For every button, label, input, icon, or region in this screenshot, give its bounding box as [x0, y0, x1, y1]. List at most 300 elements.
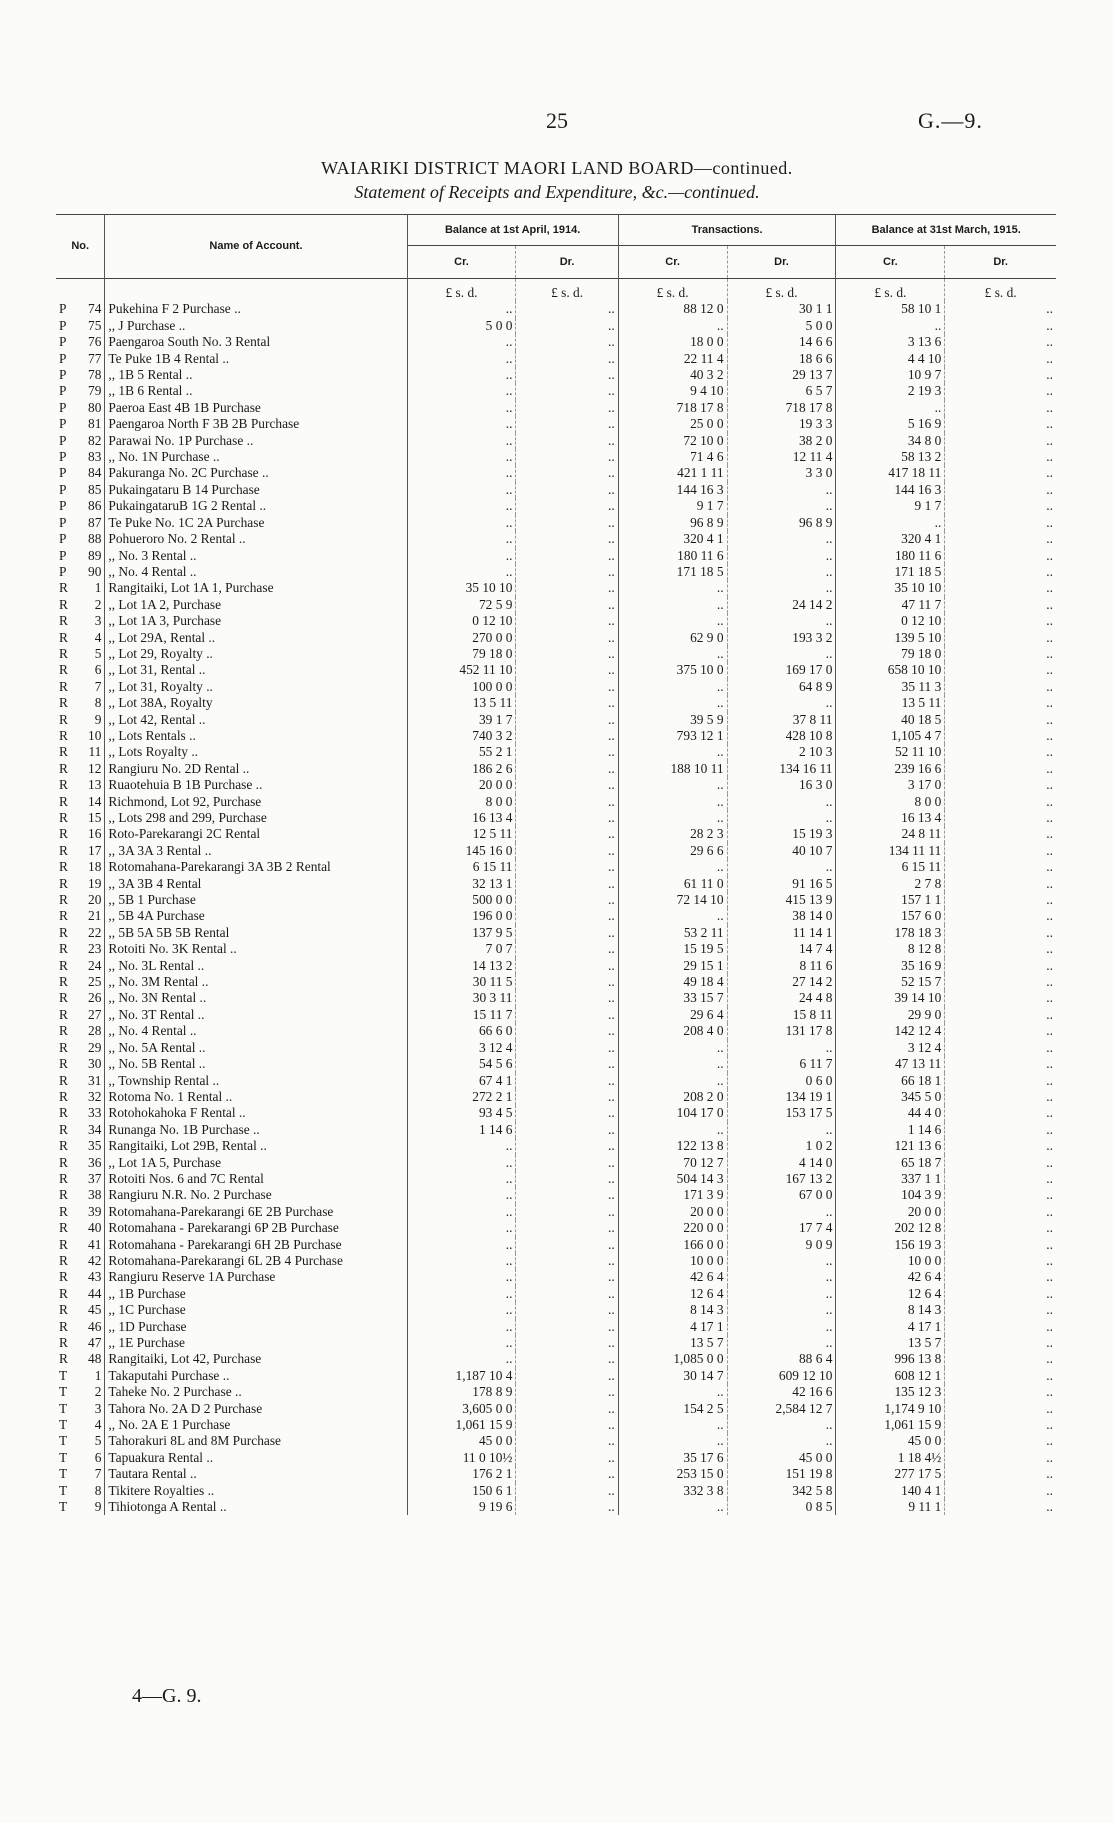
table-row: [56, 531, 1056, 547]
table-row: [56, 482, 1056, 498]
table-row: [56, 908, 1056, 924]
table-row: [56, 580, 1056, 596]
transactions-dr: 15 8 11: [727, 1007, 836, 1023]
balance-1914-cr: 3,605 0 0: [407, 1401, 516, 1417]
account-number: 5: [94, 645, 102, 661]
balance-1914-cr: ..: [407, 1204, 516, 1220]
balance-1914-dr: ..: [516, 482, 618, 498]
balance-1915-dr: ..: [945, 777, 1056, 793]
transactions-cr: 122 13 8: [618, 1138, 727, 1154]
table-row: [56, 777, 1056, 793]
balance-1914-cr: ..: [407, 1269, 516, 1285]
balance-1914-dr: ..: [516, 908, 618, 924]
account-prefix: R: [59, 1154, 68, 1170]
transactions-dr: 24 4 8: [727, 990, 836, 1006]
balance-1914-dr: ..: [516, 383, 618, 399]
balance-1914-cr: 178 8 9: [407, 1384, 516, 1400]
balance-1915-dr: ..: [945, 400, 1056, 416]
account-name: Takaputahi Purchase ..: [105, 1368, 407, 1384]
transactions-dr: ..: [727, 859, 836, 875]
balance-1915-cr: 320 4 1: [836, 531, 945, 547]
transactions-cr: 166 0 0: [618, 1237, 727, 1253]
balance-1915-cr: 47 11 7: [836, 597, 945, 613]
transactions-cr: ..: [618, 318, 727, 334]
balance-1915-dr: ..: [945, 1319, 1056, 1335]
balance-1915-cr: 35 10 10: [836, 580, 945, 596]
account-number: 83: [88, 449, 102, 465]
balance-1914-cr: ..: [407, 1335, 516, 1351]
balance-1914-dr: ..: [516, 843, 618, 859]
balance-1914-dr: ..: [516, 1105, 618, 1121]
balance-1914-dr: ..: [516, 400, 618, 416]
balance-1914-dr: ..: [516, 498, 618, 514]
account-number: 19: [88, 875, 102, 891]
transactions-dr: ..: [727, 482, 836, 498]
account-name: Rotomahana - Parekarangi 6P 2B Purchase: [105, 1220, 407, 1236]
balance-1915-cr: 13 5 7: [836, 1335, 945, 1351]
table-row: [56, 1368, 1056, 1384]
signature-mark: 4—G. 9.: [132, 1685, 202, 1707]
balance-1914-cr: ..: [407, 1351, 516, 1367]
col-cr-header: Cr.: [618, 246, 727, 279]
balance-1915-dr: ..: [945, 1089, 1056, 1105]
table-row: [56, 1466, 1056, 1482]
balance-1914-dr: ..: [516, 761, 618, 777]
transactions-cr: ..: [618, 1073, 727, 1089]
table-row: [56, 892, 1056, 908]
account-number: 10: [88, 727, 102, 743]
balance-1915-cr: 47 13 11: [836, 1056, 945, 1072]
balance-1915-dr: ..: [945, 1187, 1056, 1203]
account-name: ,, Lot 29A, Rental ..: [105, 630, 407, 646]
transactions-cr: 8 14 3: [618, 1302, 727, 1318]
balance-1914-dr: ..: [516, 1089, 618, 1105]
balance-1915-cr: 79 18 0: [836, 646, 945, 662]
balance-1915-dr: ..: [945, 1105, 1056, 1121]
balance-1915-dr: ..: [945, 679, 1056, 695]
transactions-cr: ..: [618, 646, 727, 662]
balance-1914-dr: ..: [516, 1220, 618, 1236]
account-number: 84: [88, 465, 102, 481]
balance-1914-cr: ..: [407, 1237, 516, 1253]
account-prefix: R: [59, 1138, 68, 1154]
balance-1915-cr: 1,174 9 10: [836, 1401, 945, 1417]
account-number: 39: [88, 1203, 102, 1219]
balance-1915-dr: ..: [945, 318, 1056, 334]
table-row: [56, 1040, 1056, 1056]
account-name: ,, 5B 5A 5B 5B Rental: [105, 925, 407, 941]
balance-1914-cr: ..: [407, 383, 516, 399]
transactions-dr: ..: [727, 1122, 836, 1138]
transactions-cr: ..: [618, 1056, 727, 1072]
balance-1915-cr: 345 5 0: [836, 1089, 945, 1105]
balance-1915-dr: ..: [945, 662, 1056, 678]
balance-1914-dr: ..: [516, 465, 618, 481]
account-number: 31: [88, 1072, 102, 1088]
account-name: ,, No. 3L Rental ..: [105, 958, 407, 974]
transactions-cr: 1,085 0 0: [618, 1351, 727, 1367]
balance-1915-cr: 139 5 10: [836, 630, 945, 646]
transactions-dr: ..: [727, 646, 836, 662]
account-prefix: P: [59, 367, 67, 383]
transactions-cr: 29 6 6: [618, 843, 727, 859]
balance-1914-cr: 176 2 1: [407, 1466, 516, 1482]
transactions-dr: 2,584 12 7: [727, 1401, 836, 1417]
transactions-dr: 6 5 7: [727, 383, 836, 399]
table-row: [56, 1401, 1056, 1417]
balance-1914-dr: ..: [516, 662, 618, 678]
account-number: 17: [88, 842, 102, 858]
balance-1914-cr: 39 1 7: [407, 712, 516, 728]
account-prefix: R: [59, 810, 68, 825]
account-prefix: P: [59, 449, 67, 465]
balance-1914-cr: 196 0 0: [407, 908, 516, 924]
balance-1914-cr: ..: [407, 548, 516, 564]
balance-1914-dr: ..: [516, 1056, 618, 1072]
balance-1914-dr: ..: [516, 1187, 618, 1203]
account-prefix: R: [59, 596, 68, 612]
transactions-cr: 33 15 7: [618, 990, 727, 1006]
balance-1915-cr: 4 17 1: [836, 1319, 945, 1335]
balance-1915-dr: ..: [945, 1417, 1056, 1433]
balance-1915-cr: 156 19 3: [836, 1237, 945, 1253]
balance-1915-cr: 16 13 4: [836, 810, 945, 826]
table-row: [56, 1056, 1056, 1072]
account-name: Rangitaiki, Lot 1A 1, Purchase: [105, 580, 407, 596]
balance-1915-cr: 171 18 5: [836, 564, 945, 580]
account-name: ,, 1B 6 Rental ..: [105, 383, 407, 399]
transactions-dr: ..: [727, 1204, 836, 1220]
balance-1914-cr: ..: [407, 449, 516, 465]
balance-1915-dr: ..: [945, 1023, 1056, 1039]
transactions-dr: ..: [727, 531, 836, 547]
account-name: ,, Lot 38A, Royalty: [105, 695, 407, 711]
balance-1915-cr: 29 9 0: [836, 1007, 945, 1023]
balance-1915-dr: ..: [945, 548, 1056, 564]
account-prefix: R: [59, 1302, 68, 1318]
balance-1914-dr: ..: [516, 859, 618, 875]
balance-1915-cr: 134 11 11: [836, 843, 945, 859]
balance-1915-dr: ..: [945, 630, 1056, 646]
transactions-dr: 30 1 1: [727, 301, 836, 317]
transactions-cr: 88 12 0: [618, 301, 727, 317]
balance-1914-dr: ..: [516, 1023, 618, 1039]
account-prefix: R: [59, 826, 68, 842]
balance-1914-cr: ..: [407, 367, 516, 383]
transactions-dr: 24 14 2: [727, 597, 836, 613]
account-prefix: P: [59, 383, 67, 399]
transactions-cr: 35 17 6: [618, 1450, 727, 1466]
account-number: 20: [88, 892, 102, 908]
table-row: [56, 301, 1056, 317]
balance-1914-dr: ..: [516, 1155, 618, 1171]
account-name: ,, Township Rental ..: [105, 1073, 407, 1089]
transactions-dr: ..: [727, 1302, 836, 1318]
account-number: 37: [88, 1170, 102, 1186]
table-row: [56, 925, 1056, 941]
balance-1914-cr: 8 0 0: [407, 794, 516, 810]
balance-1915-cr: 20 0 0: [836, 1204, 945, 1220]
transactions-dr: 0 8 5: [727, 1499, 836, 1515]
balance-1915-cr: 35 11 3: [836, 679, 945, 695]
account-number: 8: [94, 695, 102, 711]
account-number: 2: [94, 596, 102, 612]
account-number: 36: [88, 1154, 102, 1170]
balance-1915-cr: 658 10 10: [836, 662, 945, 678]
account-number: 78: [88, 367, 102, 383]
table-row: [56, 400, 1056, 416]
account-prefix: T: [59, 1482, 68, 1498]
account-name: Rangiuru N.R. No. 2 Purchase: [105, 1187, 407, 1203]
balance-1914-cr: 0 12 10: [407, 613, 516, 629]
balance-1915-dr: ..: [945, 1302, 1056, 1318]
balance-1914-dr: ..: [516, 1450, 618, 1466]
account-number: 30: [88, 1056, 102, 1072]
transactions-cr: 220 0 0: [618, 1220, 727, 1236]
table-row: [56, 728, 1056, 744]
balance-1914-dr: ..: [516, 367, 618, 383]
transactions-cr: 22 11 4: [618, 351, 727, 367]
transactions-cr: 42 6 4: [618, 1269, 727, 1285]
table-row: [56, 679, 1056, 695]
balance-1914-dr: ..: [516, 974, 618, 990]
balance-1915-cr: 4 4 10: [836, 351, 945, 367]
account-prefix: T: [59, 1367, 68, 1383]
balance-1915-cr: 2 7 8: [836, 876, 945, 892]
balance-1915-cr: 3 17 0: [836, 777, 945, 793]
transactions-cr: ..: [618, 777, 727, 793]
table-row: [56, 1499, 1056, 1515]
balance-1915-cr: 52 11 10: [836, 744, 945, 760]
account-number: 12: [88, 760, 102, 776]
transactions-dr: 17 7 4: [727, 1220, 836, 1236]
table-row: [56, 695, 1056, 711]
balance-1914-cr: 1 14 6: [407, 1122, 516, 1138]
account-number: 7: [94, 678, 102, 694]
balance-1915-dr: ..: [945, 515, 1056, 531]
balance-1915-dr: ..: [945, 1138, 1056, 1154]
table-row: [56, 662, 1056, 678]
account-name: ,, No. 3M Rental ..: [105, 974, 407, 990]
account-prefix: R: [59, 875, 68, 891]
transactions-dr: 19 3 3: [727, 416, 836, 432]
balance-1914-dr: ..: [516, 1138, 618, 1154]
table-row: [56, 1351, 1056, 1367]
transactions-cr: 96 8 9: [618, 515, 727, 531]
transactions-cr: ..: [618, 908, 727, 924]
document-reference: G.—9.: [918, 108, 983, 133]
table-row: [56, 941, 1056, 957]
account-prefix: T: [59, 1417, 68, 1433]
table-row: [56, 318, 1056, 334]
transactions-cr: 15 19 5: [618, 941, 727, 957]
col-cr-header: Cr.: [407, 246, 516, 279]
account-name: Rotomahana-Parekarangi 6L 2B 4 Purchase: [105, 1253, 407, 1269]
balance-1915-dr: ..: [945, 1155, 1056, 1171]
balance-1915-dr: ..: [945, 367, 1056, 383]
transactions-cr: ..: [618, 810, 727, 826]
balance-1915-cr: 5 16 9: [836, 416, 945, 432]
balance-1915-cr: 6 15 11: [836, 859, 945, 875]
balance-1915-cr: 34 8 0: [836, 433, 945, 449]
account-name: Pukaingataru B 14 Purchase: [105, 482, 407, 498]
account-prefix: R: [59, 1088, 68, 1104]
transactions-cr: 29 15 1: [618, 958, 727, 974]
account-number: 16: [88, 826, 102, 842]
balance-1915-dr: ..: [945, 1286, 1056, 1302]
table-row: [56, 974, 1056, 990]
transactions-dr: 9 0 9: [727, 1237, 836, 1253]
transactions-cr: ..: [618, 1384, 727, 1400]
balance-1914-dr: ..: [516, 449, 618, 465]
balance-1915-cr: 66 18 1: [836, 1073, 945, 1089]
table-row: [56, 1155, 1056, 1171]
account-number: 4: [94, 1417, 102, 1433]
table-row: [56, 383, 1056, 399]
account-name: ,, Lot 31, Royalty ..: [105, 679, 407, 695]
balance-1914-cr: 5 0 0: [407, 318, 516, 334]
account-prefix: R: [59, 842, 68, 858]
account-number: 8: [94, 1482, 102, 1498]
balance-1915-cr: 45 0 0: [836, 1433, 945, 1449]
transactions-dr: ..: [727, 1253, 836, 1269]
account-number: 3: [94, 1400, 102, 1416]
account-prefix: P: [59, 514, 67, 530]
account-name: Tihiotonga A Rental ..: [105, 1499, 407, 1515]
account-number: 41: [88, 1236, 102, 1252]
account-name: PukaingataruB 1G 2 Rental ..: [105, 498, 407, 514]
transactions-cr: 20 0 0: [618, 1204, 727, 1220]
page-subtitle: Statement of Receipts and Expenditure, &c.—continued.: [354, 182, 760, 202]
balance-1914-dr: ..: [516, 1466, 618, 1482]
account-prefix: T: [59, 1384, 68, 1400]
table-row: [56, 351, 1056, 367]
balance-1915-cr: 35 16 9: [836, 958, 945, 974]
balance-1914-dr: ..: [516, 1237, 618, 1253]
account-number: 28: [88, 1023, 102, 1039]
transactions-dr: 96 8 9: [727, 515, 836, 531]
transactions-cr: 10 0 0: [618, 1253, 727, 1269]
balance-1915-cr: 12 6 4: [836, 1286, 945, 1302]
balance-1914-dr: ..: [516, 1171, 618, 1187]
transactions-dr: 3 3 0: [727, 465, 836, 481]
account-prefix: P: [59, 498, 67, 514]
balance-1914-dr: ..: [516, 351, 618, 367]
transactions-dr: ..: [727, 695, 836, 711]
transactions-dr: 193 3 2: [727, 630, 836, 646]
table-row: [56, 465, 1056, 481]
balance-1914-cr: ..: [407, 465, 516, 481]
account-number: 23: [88, 941, 102, 957]
account-name: ,, No. 3T Rental ..: [105, 1007, 407, 1023]
account-prefix: T: [59, 1449, 68, 1465]
account-number: 47: [88, 1335, 102, 1350]
account-name: ,, Lot 1A 5, Purchase: [105, 1155, 407, 1171]
balance-1914-dr: ..: [516, 990, 618, 1006]
transactions-cr: 39 5 9: [618, 712, 727, 728]
balance-1914-cr: ..: [407, 531, 516, 547]
balance-1915-dr: ..: [945, 728, 1056, 744]
balance-1915-cr: 140 4 1: [836, 1483, 945, 1499]
transactions-cr: 61 11 0: [618, 876, 727, 892]
balance-1915-dr: ..: [945, 1040, 1056, 1056]
balance-1914-cr: ..: [407, 301, 516, 317]
transactions-cr: 171 18 5: [618, 564, 727, 580]
balance-1914-dr: ..: [516, 1417, 618, 1433]
account-number: 88: [88, 531, 102, 547]
account-prefix: R: [59, 908, 68, 924]
account-number: 76: [88, 334, 102, 350]
account-prefix: R: [59, 711, 68, 727]
balance-1914-dr: ..: [516, 1269, 618, 1285]
balance-1915-cr: 10 9 7: [836, 367, 945, 383]
balance-1914-cr: ..: [407, 515, 516, 531]
account-name: ,, Lot 31, Rental ..: [105, 662, 407, 678]
balance-1915-dr: ..: [945, 1056, 1056, 1072]
account-prefix: P: [59, 465, 67, 481]
account-prefix: P: [59, 399, 67, 415]
balance-1915-dr: ..: [945, 1122, 1056, 1138]
page-number: 25: [546, 108, 568, 133]
balance-1914-dr: ..: [516, 1007, 618, 1023]
table-row: [56, 1007, 1056, 1023]
transactions-dr: 5 0 0: [727, 318, 836, 334]
balance-1914-cr: ..: [407, 1302, 516, 1318]
balance-1915-cr: 0 12 10: [836, 613, 945, 629]
balance-1915-cr: 3 13 6: [836, 334, 945, 350]
transactions-dr: 131 17 8: [727, 1023, 836, 1039]
account-number: 3: [94, 613, 102, 629]
balance-1914-cr: 16 13 4: [407, 810, 516, 826]
balance-1914-cr: 14 13 2: [407, 958, 516, 974]
balance-1915-dr: ..: [945, 433, 1056, 449]
account-number: 43: [88, 1269, 102, 1285]
balance-1914-dr: ..: [516, 613, 618, 629]
balance-1914-cr: ..: [407, 1171, 516, 1187]
balance-1915-cr: 40 18 5: [836, 712, 945, 728]
account-name: Rangitaiki, Lot 42, Purchase: [105, 1351, 407, 1367]
transactions-cr: 504 14 3: [618, 1171, 727, 1187]
account-name: ,, 1B 5 Rental ..: [105, 367, 407, 383]
balance-1915-cr: 417 18 11: [836, 465, 945, 481]
transactions-cr: ..: [618, 613, 727, 629]
balance-1915-cr: 121 13 6: [836, 1138, 945, 1154]
account-prefix: R: [59, 1105, 68, 1121]
balance-1914-cr: ..: [407, 1220, 516, 1236]
table-row: [56, 1483, 1056, 1499]
account-number: 13: [88, 777, 102, 793]
account-number: 1: [94, 1367, 102, 1383]
account-prefix: P: [59, 334, 67, 350]
transactions-dr: 18 6 6: [727, 351, 836, 367]
account-name: Rangiuru Reserve 1A Purchase: [105, 1269, 407, 1285]
balance-1915-cr: 10 0 0: [836, 1253, 945, 1269]
table-row: [56, 1286, 1056, 1302]
balance-1914-dr: ..: [516, 580, 618, 596]
balance-1915-cr: 135 12 3: [836, 1384, 945, 1400]
table-row: [56, 1105, 1056, 1121]
account-prefix: R: [59, 1006, 68, 1022]
balance-1914-cr: 67 4 1: [407, 1073, 516, 1089]
transactions-dr: 16 3 0: [727, 777, 836, 793]
balance-1914-dr: ..: [516, 564, 618, 580]
balance-1915-dr: ..: [945, 613, 1056, 629]
transactions-cr: 793 12 1: [618, 728, 727, 744]
transactions-cr: 12 6 4: [618, 1286, 727, 1302]
balance-1915-dr: ..: [945, 744, 1056, 760]
transactions-cr: 70 12 7: [618, 1155, 727, 1171]
balance-1914-cr: 6 15 11: [407, 859, 516, 875]
